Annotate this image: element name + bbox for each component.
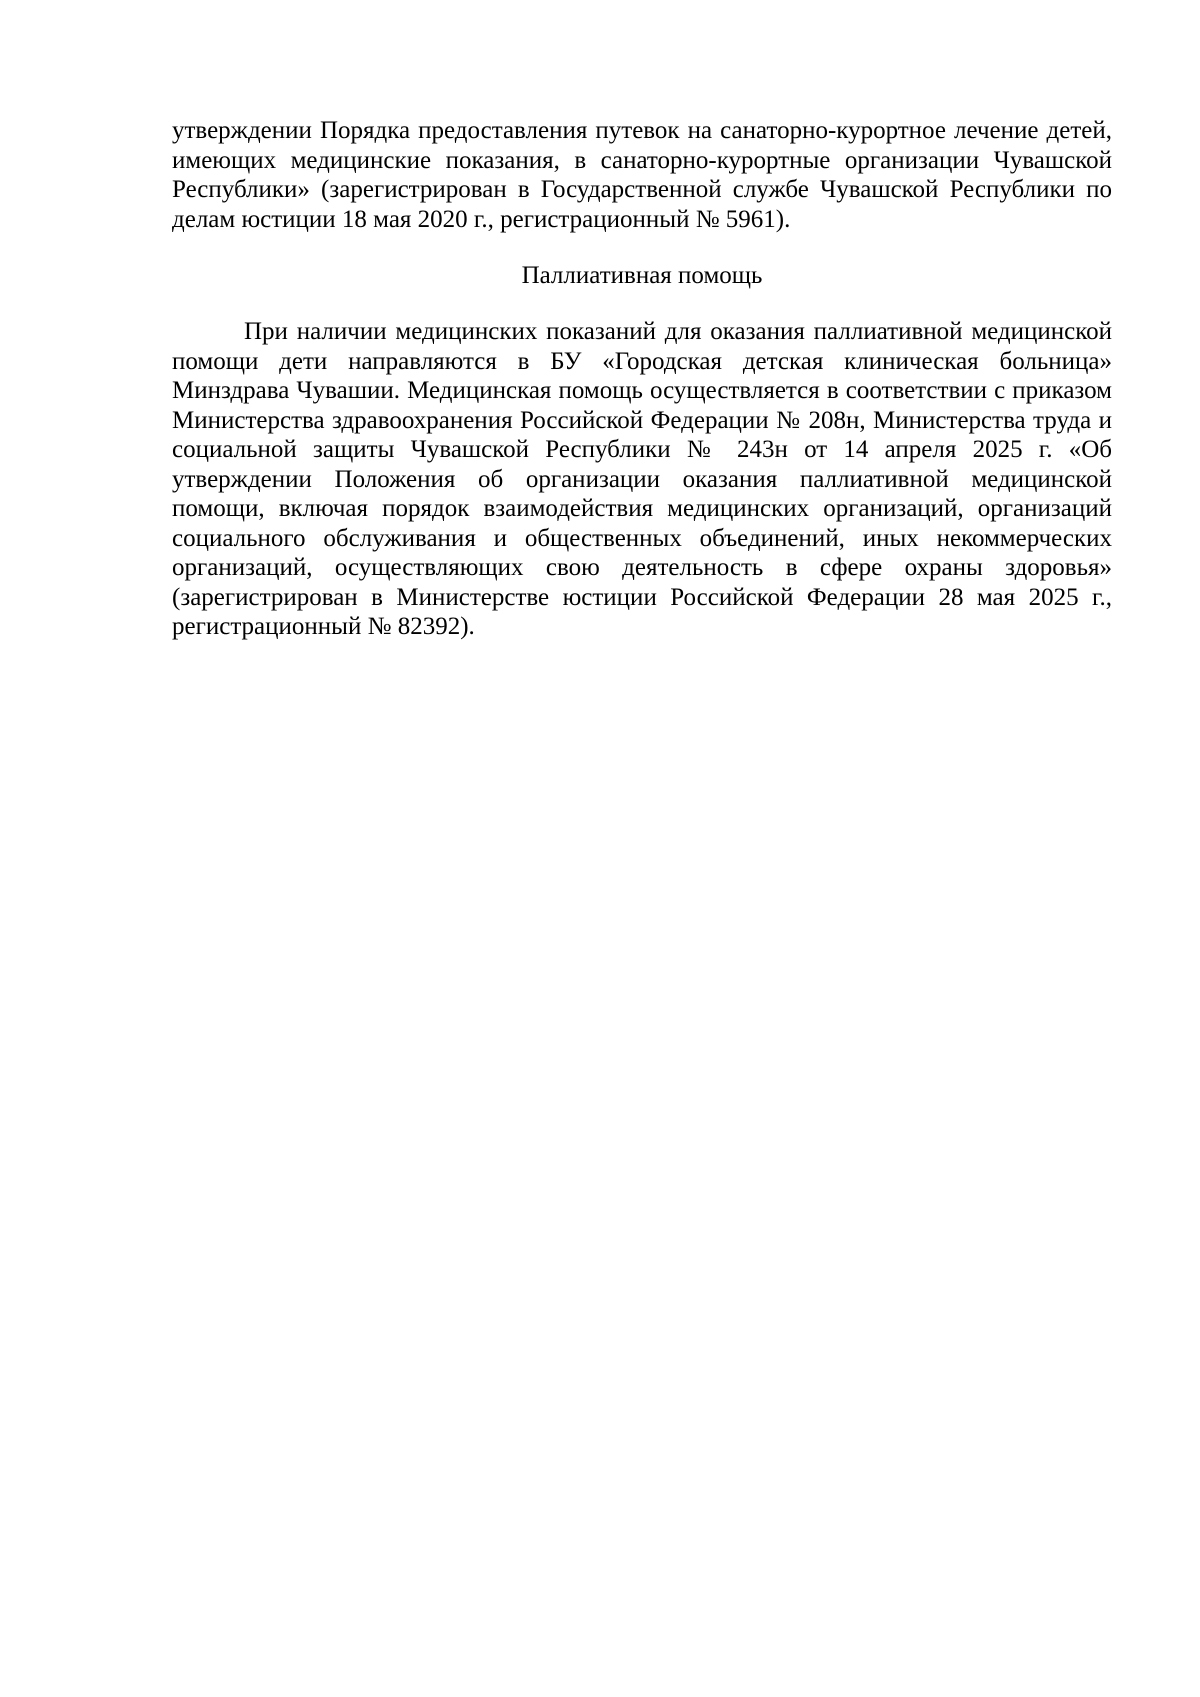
continuation-paragraph: утверждении Порядка предоставления путевок на санаторно-курортное лечение детей, имеющих медицинские показания, в санаторно-курортные организации Чувашской Республики» (зарегистрирован в Государственной службе Чувашской Республики по делам юстиции 18 мая 2020 г., регистрационный № 5961). — [172, 117, 1112, 233]
section-body — [172, 317, 1112, 642]
section-paragraph: При наличии медицинских показаний для оказания паллиативной медицинской помощи дети направляются в БУ «Городская детская клиническая больница» Минздрава Чувашии. Медицинская помощь осуществляется в соответствии с приказом Министерства здравоохранения Российской Федерации № 208н, Министерства труда и социальной защиты Чувашской Республики № 243н от 14 апреля 2025 г. «Об утверждении Положения об организации оказания паллиативной медицинской помощи, включая порядок взаимодействия медицинских организаций, организаций социального обслуживания и общественных объединений, иных некоммерческих организаций, осуществляющих свою деятельность в сфере охраны здоровья» (зарегистрирован в Министерстве юстиции Российской Федерации 28 мая 2025 г., регистрационный № 82392). — [172, 318, 1112, 640]
continuation-block — [172, 116, 1112, 234]
section-heading: Паллиативная помощь — [521, 262, 763, 289]
